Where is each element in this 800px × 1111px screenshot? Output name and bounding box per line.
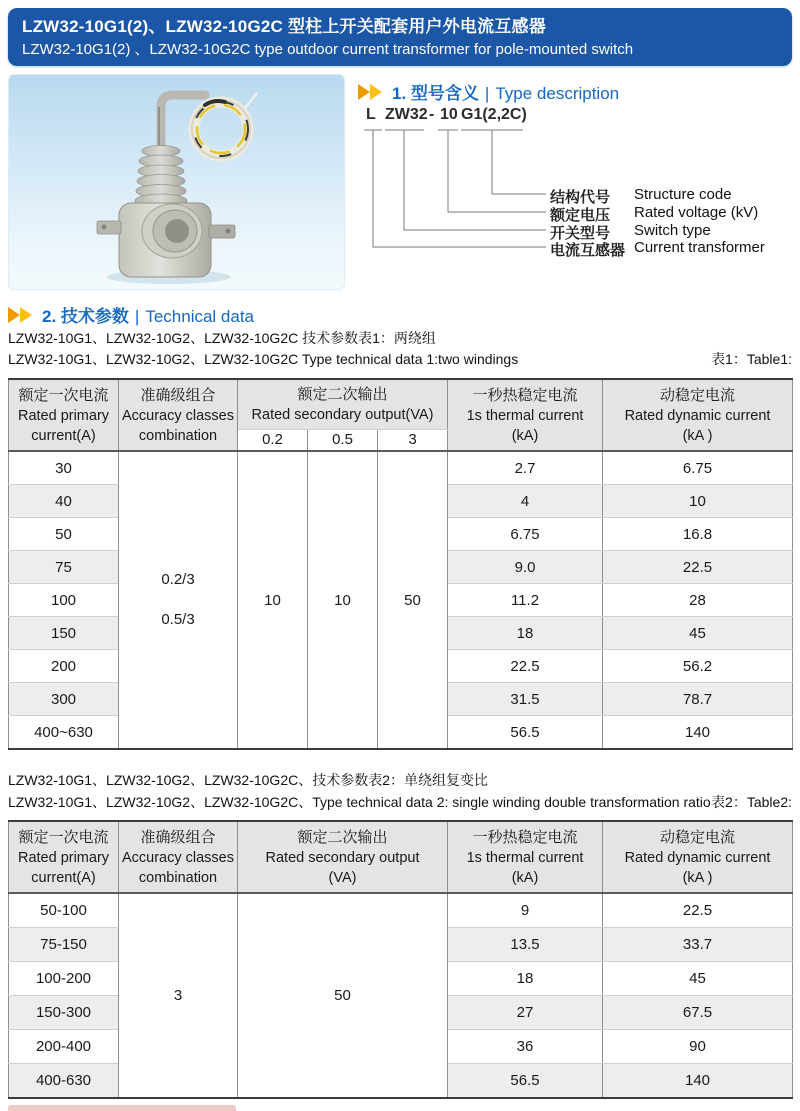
col-header-accuracy-classes: 准确级组合 Accuracy classes combination [119, 379, 238, 451]
cell-thermal-current: 56.5 [448, 1064, 603, 1099]
label-structure-code-en: Structure code [634, 186, 732, 203]
code-segment-voltage: 10 [440, 106, 458, 123]
section-1-title-en: Type description [495, 84, 620, 103]
subcol-header-class-0.2: 0.2 [238, 429, 308, 451]
cell-dynamic-current: 140 [603, 716, 793, 750]
cell-thermal-current: 13.5 [448, 928, 603, 962]
cell-thermal-current: 9.0 [448, 551, 603, 584]
page-title-banner [8, 8, 792, 66]
label-rated-voltage-zh: 额定电压 [550, 207, 611, 224]
code-segment-dash: - [429, 106, 435, 123]
cell-thermal-current: 22.5 [448, 650, 603, 683]
cell-secondary-output: 50 [238, 893, 448, 1098]
cell-dynamic-current: 22.5 [603, 893, 793, 928]
table2-caption-en: LZW32-10G1、LZW32-10G2、LZW32-10G2C、Type technical data 2: single winding double transformation ratio [8, 794, 711, 810]
cell-primary-current: 150 [9, 617, 119, 650]
cell-dynamic-current: 6.75 [603, 451, 793, 485]
col-header-accuracy-classes: 准确级组合 Accuracy classes combination [119, 821, 238, 893]
table1-tag: 表1：Table1: [711, 351, 792, 367]
cell-thermal-current: 31.5 [448, 683, 603, 716]
label-current-transformer-en: Current transformer [634, 239, 765, 256]
table2-caption-zh: LZW32-10G1、LZW32-10G2、LZW32-10G2C、技术参数表2：单绕组复变比 [8, 772, 488, 788]
cell-primary-current: 400-630 [9, 1064, 119, 1099]
cell-dynamic-current: 56.2 [603, 650, 793, 683]
cell-output-3: 50 [378, 451, 448, 749]
cell-thermal-current: 56.5 [448, 716, 603, 750]
cell-primary-current: 40 [9, 485, 119, 518]
section-1-title-zh: 1. 型号含义 [392, 84, 479, 103]
cell-primary-current: 100-200 [9, 962, 119, 996]
label-structure-code-zh: 结构代号 [550, 189, 611, 206]
cell-dynamic-current: 67.5 [603, 996, 793, 1030]
cell-primary-current: 300 [9, 683, 119, 716]
cell-dynamic-current: 16.8 [603, 518, 793, 551]
cell-thermal-current: 18 [448, 962, 603, 996]
heading-separator: | [134, 307, 140, 326]
cell-thermal-current: 9 [448, 893, 603, 928]
type-description-diagram [358, 106, 792, 290]
cell-primary-current: 75 [9, 551, 119, 584]
cell-thermal-current: 6.75 [448, 518, 603, 551]
cell-output-0.2: 10 [238, 451, 308, 749]
product-photo [8, 74, 345, 290]
section-1-heading [358, 79, 619, 104]
cell-thermal-current: 2.7 [448, 451, 603, 485]
cell-primary-current: 50 [9, 518, 119, 551]
cell-primary-current: 400~630 [9, 716, 119, 750]
label-current-transformer-zh: 电流互感器 [550, 242, 626, 259]
cell-thermal-current: 27 [448, 996, 603, 1030]
cell-thermal-current: 4 [448, 485, 603, 518]
cell-dynamic-current: 45 [603, 962, 793, 996]
table-row [9, 893, 793, 928]
subcol-header-class-3: 3 [378, 429, 448, 451]
page-title: LZW32-10G1(2)、LZW32-10G2C 型柱上开关配套用户外电流互感器 [22, 17, 546, 36]
label-switch-type-zh: 开关型号 [550, 225, 611, 242]
cell-dynamic-current: 45 [603, 617, 793, 650]
cell-dynamic-current: 28 [603, 584, 793, 617]
cell-primary-current: 150-300 [9, 996, 119, 1030]
col-header-1s-thermal-current: 一秒热稳定电流 1s thermal current (kA) [448, 821, 603, 893]
cell-primary-current: 75-150 [9, 928, 119, 962]
heading-separator: | [484, 84, 490, 103]
cell-dynamic-current: 10 [603, 485, 793, 518]
table2-tag: 表2：Table2: [711, 794, 792, 810]
code-segment-switch: ZW32 [385, 106, 428, 123]
cell-dynamic-current: 140 [603, 1064, 793, 1099]
cell-primary-current: 50-100 [9, 893, 119, 928]
section-arrow-icon [20, 307, 32, 323]
cell-primary-current: 200 [9, 650, 119, 683]
current-transformer-illustration [9, 75, 345, 290]
section-arrow-icon [8, 307, 20, 323]
technical-data-table-1 [8, 378, 793, 750]
subcol-header-class-0.5: 0.5 [308, 429, 378, 451]
col-header-1s-thermal-current: 一秒热稳定电流 1s thermal current (kA) [448, 379, 603, 451]
label-rated-voltage-en: Rated voltage (kV) [634, 204, 759, 221]
cell-dynamic-current: 90 [603, 1030, 793, 1064]
section-arrow-icon [370, 84, 382, 100]
cell-dynamic-current: 78.7 [603, 683, 793, 716]
section-2-title-zh: 2. 技术参数 [42, 307, 129, 326]
cell-thermal-current: 36 [448, 1030, 603, 1064]
cell-accuracy-combination: 0.2/3 0.5/3 [119, 451, 238, 749]
cell-primary-current: 200-400 [9, 1030, 119, 1064]
col-header-rated-secondary-output: 额定二次输出 Rated secondary output(VA) [238, 379, 448, 429]
col-header-rated-primary-current: 额定一次电流 Rated primary current(A) [9, 821, 119, 893]
cell-dynamic-current: 22.5 [603, 551, 793, 584]
cell-primary-current: 30 [9, 451, 119, 485]
table-row [9, 451, 793, 485]
label-switch-type-en: Switch type [634, 222, 711, 239]
code-segment-ct: L [366, 106, 376, 123]
table1-caption-row [8, 349, 792, 369]
cell-thermal-current: 18 [448, 617, 603, 650]
cell-accuracy-combination: 3 [119, 893, 238, 1098]
col-header-rated-dynamic-current: 动稳定电流 Rated dynamic current (kA ) [603, 379, 793, 451]
code-segment-structure: G1(2,2C) [461, 106, 527, 123]
section-arrow-icon [358, 84, 370, 100]
next-section-cutoff [8, 1105, 236, 1111]
table1-caption-zh: LZW32-10G1、LZW32-10G2、LZW32-10G2C 技术参数表1：两绕组 [8, 330, 436, 346]
table1-caption-en: LZW32-10G1、LZW32-10G2、LZW32-10G2C Type technical data 1:two windings [8, 351, 519, 367]
col-header-rated-dynamic-current: 动稳定电流 Rated dynamic current (kA ) [603, 821, 793, 893]
section-2-heading [8, 302, 254, 327]
cell-primary-current: 100 [9, 584, 119, 617]
technical-data-table-2 [8, 820, 793, 1099]
table2-caption-row [8, 792, 792, 812]
cell-thermal-current: 11.2 [448, 584, 603, 617]
col-header-rated-primary-current: 额定一次电流 Rated primary current(A) [9, 379, 119, 451]
section-2-title-en: Technical data [145, 307, 255, 326]
col-header-rated-secondary-output: 额定二次输出 Rated secondary output (VA) [238, 821, 448, 893]
cell-output-0.5: 10 [308, 451, 378, 749]
cell-dynamic-current: 33.7 [603, 928, 793, 962]
page-title-english: LZW32-10G1(2) 、LZW32-10G2C type outdoor current transformer for pole-mounted switch [22, 41, 634, 58]
